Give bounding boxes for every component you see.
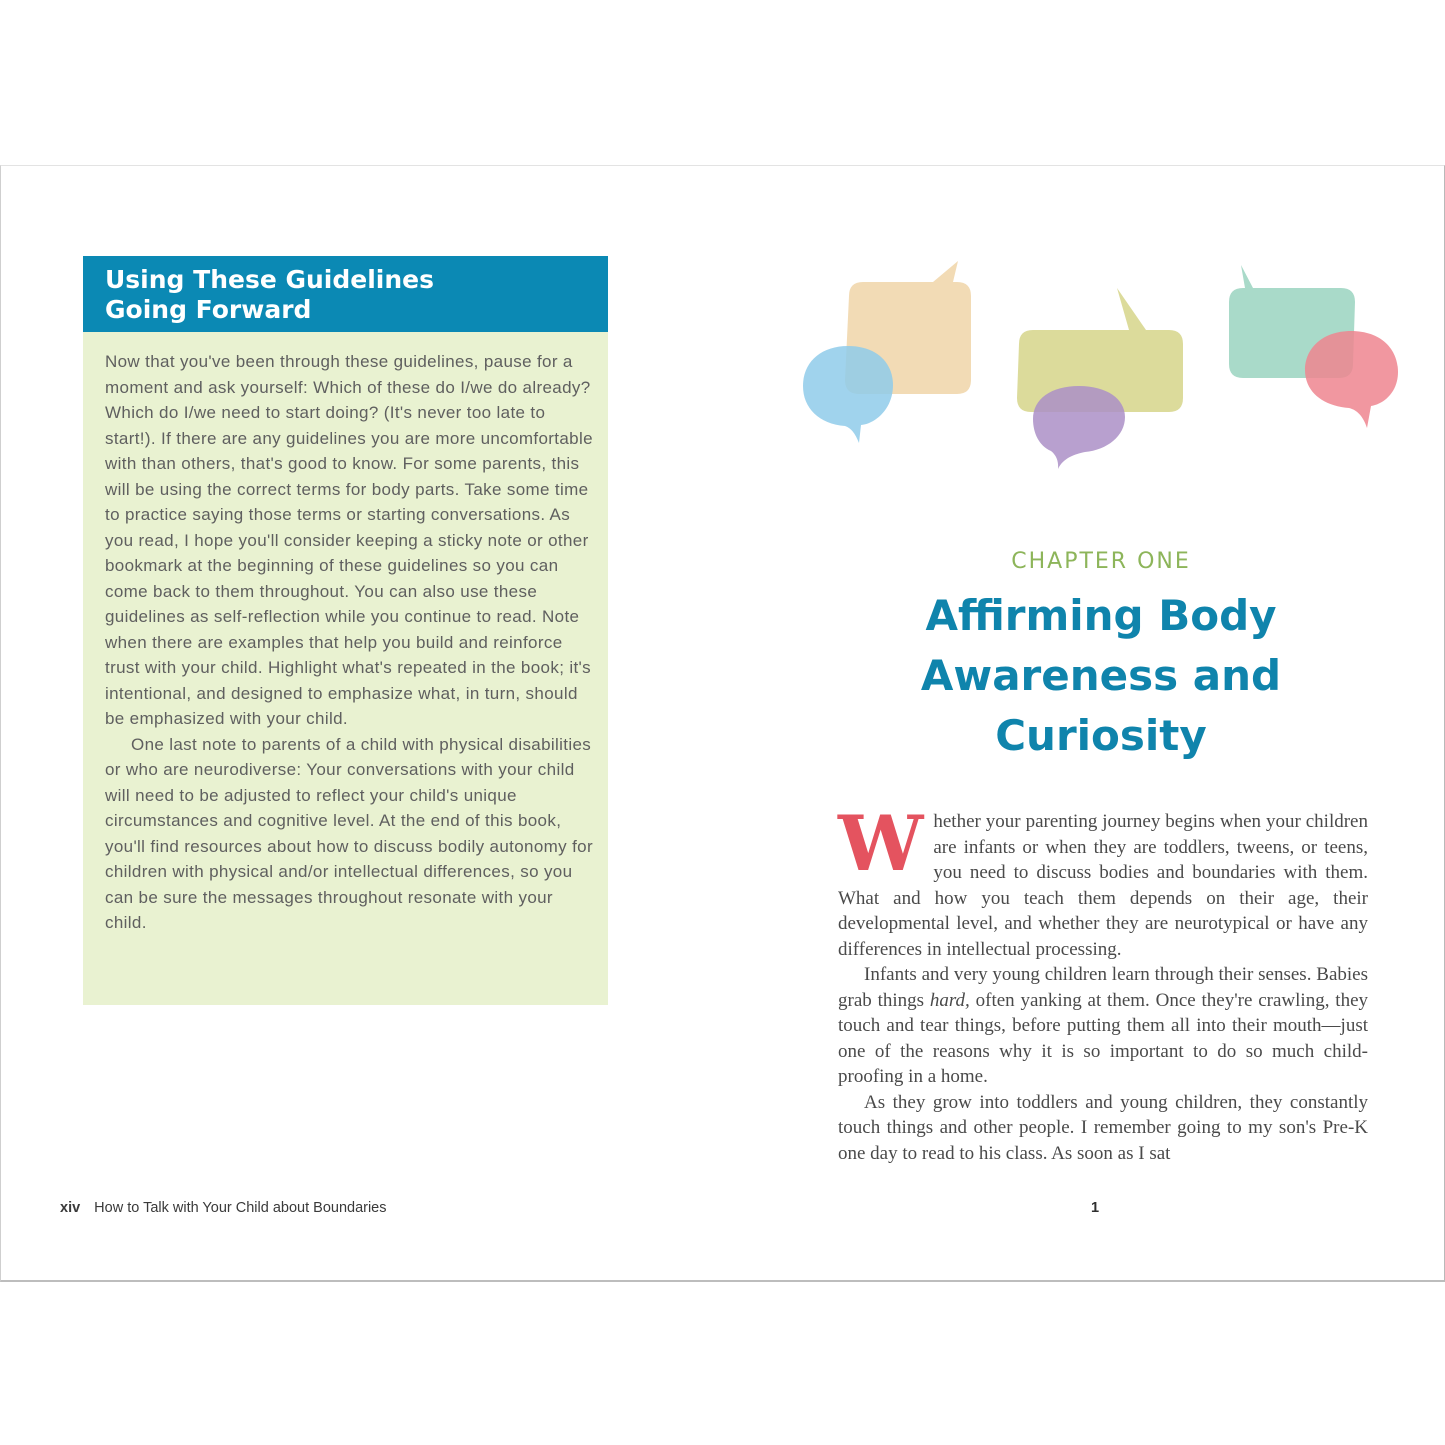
running-head: How to Talk with Your Child about Boundaries <box>94 1200 387 1216</box>
chapter-title <box>881 586 1321 766</box>
right-page-number: 1 <box>1091 1200 1100 1216</box>
sidebar-title-line-1: Using These Guidelines <box>105 265 435 294</box>
body-paragraph-1-text: hether your parenting journey begins when your children are infants or when they are toddlers, tweens, or teens, you need to discuss bodies and boundaries with them. What and how you teach them depends on their age, their developmental level, and whether they are neurotypical or have any differences in intellectual processing. <box>838 811 1368 960</box>
chapter-label: CHAPTER ONE <box>1011 549 1191 574</box>
body-paragraph <box>838 799 1368 962</box>
left-page-footer <box>60 1200 387 1216</box>
drop-cap: W <box>838 799 924 888</box>
body-paragraph: As they grow into toddlers and young children, they constantly touch things and other people. I remember going to my son's Pre-K one day to read to his class. As soon as I sat <box>838 1091 1368 1164</box>
pink-speech-bubble <box>1305 331 1398 428</box>
chapter-title-line-1: Affirming Body <box>925 591 1277 640</box>
book-spread <box>0 165 1445 1282</box>
sidebar-paragraph: One last note to parents of a child with physical disabilities or who are neurodiverse: Your conversations with your child will need to be adjusted to reflect your child's unique circumstances and cognitive level. At the end of this book, you'll find resources about how to discuss bodily autonomy for children with physical and/or intellectual differences, so you can be sure the messages throughout resonate with your child. <box>105 734 593 932</box>
emphasis-hard: hard, <box>929 989 970 1011</box>
left-page-number: xiv <box>60 1200 81 1216</box>
speech-bubbles-illustration <box>1 166 1444 496</box>
sidebar-paragraph: Now that you've been through these guidelines, pause for a moment and ask yourself: Which of these do I/we do already? Which do I/we need to start doing? (It's never too late to start!). If there are any guidelines you are more uncomfortable with than others, that's good to know. For some parents, this will be using the correct terms for body parts. Take some time to practice saying those terms or starting conversations. As you read, I hope you'll consider keeping a sticky note or other bookmark at the beginning of these guidelines so you can come back to them throughout. You can also use these guidelines as self-reflection while you continue to read. Note when there are examples that help you build and reinforce trust with your child. Highlight what's repeated in the book; it's intentional, and designed to emphasize what, in turn, should be emphasized with your child. <box>105 352 593 728</box>
body-paragraph-2-text-a: Infants and very young children learn through their senses. Babies grab things <box>838 964 1368 1011</box>
chapter-title-line-3: Curiosity <box>995 711 1207 760</box>
purple-speech-bubble <box>1033 386 1125 469</box>
body-paragraph-2-text-b: often yanking at them. Once they're crawling, they touch and tear things, before putting them all into their mouth—just one of the reasons why it is so important to do so much child-proofing in a home. <box>838 989 1368 1087</box>
chapter-title-line-2: Awareness and <box>920 651 1282 700</box>
chapter-body-text <box>838 799 1368 1166</box>
body-paragraph <box>838 962 1368 1090</box>
blue-speech-bubble <box>803 346 893 443</box>
sidebar-title-line-2: Going Forward <box>105 295 312 324</box>
